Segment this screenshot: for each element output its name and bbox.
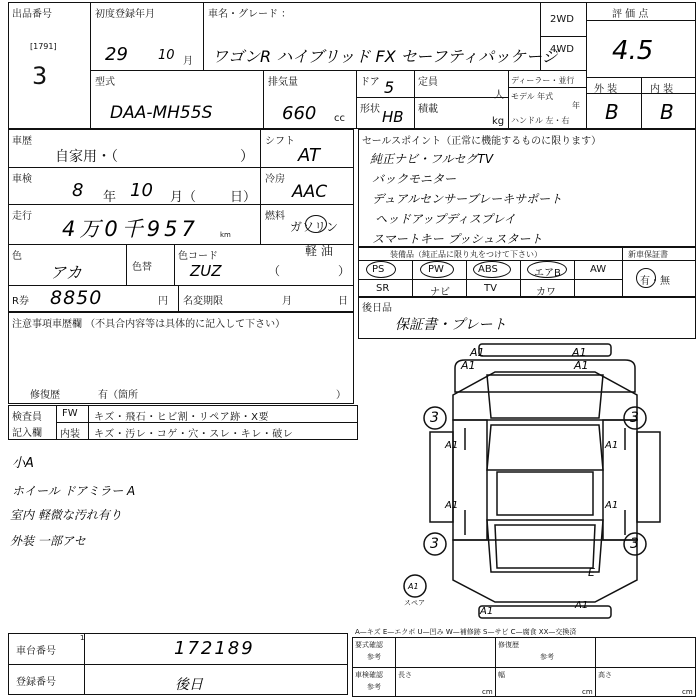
fuel-diesel: 軽 油 <box>305 244 333 258</box>
handwritten-note: 小A <box>12 456 34 471</box>
color-code-value: ZUZ <box>190 262 222 280</box>
length-label: 長さ <box>398 671 412 679</box>
capacity-label: 定員 <box>418 77 438 88</box>
damage-mark: A1 <box>605 500 619 511</box>
drive-2wd: 2WD <box>550 14 574 25</box>
fuel-gasoline: ガソリン <box>290 220 339 234</box>
right-side-outline <box>603 420 637 540</box>
hood-panel <box>487 375 603 418</box>
history-close: ） <box>240 149 254 165</box>
model-value: DAA-MH55S <box>110 103 213 123</box>
month-unit: 月 <box>183 56 193 67</box>
km-unit: km <box>220 231 231 239</box>
interior-items: キズ・汚レ・コゲ・穴・スレ・キレ・破レ <box>94 429 294 440</box>
car-name: ワゴンR ハイブリッド FX セーフティパッケージ <box>212 47 558 66</box>
wheel-mark: 3 <box>430 536 439 552</box>
equip-airbag: エアB <box>534 268 561 279</box>
damage-mark: A1 <box>574 359 589 372</box>
displacement-label: 排気量 <box>268 77 298 88</box>
cm-unit: cm <box>482 688 493 696</box>
name-grade-label: 車名・グレード ： <box>208 9 292 20</box>
damage-mark: A1 <box>461 359 476 372</box>
equip-abs: ABS <box>478 264 498 275</box>
mileage-label: 走行 <box>12 211 32 222</box>
front-grille <box>479 344 611 356</box>
shape-label: 形状 <box>360 104 380 115</box>
ref-label-3: 参考 <box>367 683 381 691</box>
damage-mark: A1 <box>470 346 485 359</box>
equip-ps: PS <box>372 264 385 275</box>
height-label: 高さ <box>598 671 612 679</box>
inspection-label: 車検 <box>12 174 32 185</box>
damage-legend: A—キズ E—エクボ U—凹み W—補修跡 S—サビ C—腐食 XX—交換済 <box>355 628 577 636</box>
recycle-value: 8850 <box>50 287 103 309</box>
windshield-outline <box>487 425 603 470</box>
equip-sr: SR <box>376 283 390 294</box>
doors-label: ドア <box>360 77 380 88</box>
damage-mark: A1 <box>572 346 587 359</box>
entry-label: 記入欄 <box>12 428 42 439</box>
documents-value: 保証書・プレート <box>395 317 507 333</box>
damage-mark: A1 <box>575 600 589 611</box>
front-bumper-outline <box>455 360 635 392</box>
rear-outline <box>453 540 637 602</box>
shape-value: HB <box>382 108 404 126</box>
fuel-selected-circle <box>305 215 327 233</box>
person-unit: 人 <box>494 90 504 101</box>
name-change-month: 月 <box>282 296 292 307</box>
day-char: 日） <box>230 190 257 205</box>
handle-label: ハンドル 左・右 <box>511 116 570 125</box>
dealer-label: ディーラー・並行 <box>511 76 575 85</box>
ac-label: 冷房 <box>265 174 285 185</box>
rating-label: 評 価 点 <box>612 9 649 20</box>
exterior-grade: B <box>605 100 619 124</box>
repair-value: 有（箇所 <box>98 390 138 401</box>
sales-point-item: デュアルセンサーブレーキサポート <box>372 192 563 206</box>
ref-label: 参考 <box>367 653 381 661</box>
color-label: 色 <box>12 251 22 262</box>
drive-4wd: 4WD <box>550 44 574 55</box>
lot-code: [1791] <box>30 42 57 51</box>
month-char: 月（ <box>170 190 197 205</box>
load-label: 積載 <box>418 104 438 115</box>
left-side-outline <box>453 420 487 540</box>
wheel-mark: 3 <box>630 410 639 426</box>
cc-unit: cc <box>334 113 345 124</box>
interior-label: 内 装 <box>650 84 674 95</box>
equipment-label: 装備品（純正品に限り丸をつけて下さい） <box>390 250 542 259</box>
rating-value: 4.5 <box>612 36 654 66</box>
recycle-label: R券 <box>12 296 29 307</box>
fuel-paren-close: ） <box>338 264 351 278</box>
color-code-label: 色コード <box>178 251 218 262</box>
name-change-day: 日 <box>338 296 348 307</box>
repaint-label: 色替 <box>132 262 152 273</box>
lot-label: 出品番号 <box>12 9 52 20</box>
width-label: 幅 <box>498 671 505 679</box>
spare-label: スペア <box>404 599 425 607</box>
equip-leather: カワ <box>536 287 556 298</box>
year-char: 年 <box>103 190 117 205</box>
roof-outline <box>497 472 593 515</box>
inspector-label: 検査員 <box>12 412 42 423</box>
damage-mark: E <box>588 566 595 579</box>
damage-mark: A1 <box>605 440 619 451</box>
warranty-yes-circle <box>636 268 656 288</box>
damage-mark: A1 <box>445 440 459 451</box>
right-mirror-door <box>637 432 660 522</box>
interior-grade: B <box>660 100 674 124</box>
ref-label-2: 参考 <box>540 653 554 661</box>
cm-unit: cm <box>682 688 693 696</box>
sales-point-item: ヘッドアップディスプレイ <box>375 212 516 226</box>
reg-month: 10 <box>158 48 175 63</box>
sales-point-item: 純正ナビ・フルセグTV <box>370 152 494 166</box>
repair-close: ） <box>336 390 346 401</box>
car-number-label: 車台番号 <box>16 646 56 657</box>
equip-pw: PW <box>428 264 444 275</box>
car-number-value: 172189 <box>174 638 255 659</box>
car-number-superscript: 1 <box>80 634 85 642</box>
inspection-month: 10 <box>130 180 153 201</box>
new-car-warranty-label: 新車保証書 <box>628 250 668 259</box>
handwritten-note: 室内 軽微な汚れ有り <box>10 508 122 522</box>
interior-tag: 内装 <box>60 429 80 440</box>
doors-value: 5 <box>384 78 395 97</box>
model-year-label: モデル 年式 <box>511 92 554 101</box>
ac-value: AAC <box>292 182 328 202</box>
hood-outline <box>453 372 637 420</box>
mileage-value: 4万0千957 <box>62 217 199 241</box>
sales-points-label: セールスポイント（正常に機能するものに限ります） <box>362 136 602 147</box>
damage-mark: A1 <box>408 582 419 591</box>
fuel-paren-open: （ <box>268 264 281 278</box>
exterior-label: 外 装 <box>594 84 618 95</box>
lot-number: 3 <box>32 62 48 90</box>
history-label: 車歴 <box>12 136 32 147</box>
first-reg-label: 初度登録年月 <box>95 9 155 20</box>
cm-unit: cm <box>582 688 593 696</box>
year-unit: 年 <box>572 101 580 110</box>
fuel-label: 燃料 <box>265 211 285 222</box>
car-damage-diagram <box>395 340 695 625</box>
legend-repair: 修復歴 <box>498 641 519 649</box>
fw-items: キズ・飛石・ヒビ割・リペア跡・X要 <box>94 412 269 423</box>
sales-point-item: スマートキー プッシュスタート <box>372 232 543 246</box>
displacement-value: 660 <box>282 103 317 124</box>
yen-unit: 円 <box>158 296 168 307</box>
repair-label: 修復歴 <box>30 390 60 401</box>
damage-mark: A1 <box>445 500 459 511</box>
box1-title: 要式確認 <box>355 641 383 649</box>
wheel-mark: 3 <box>630 536 639 552</box>
model-label: 型式 <box>95 77 115 88</box>
name-change-label: 名変期限 <box>183 296 223 307</box>
reg-year: 29 <box>105 44 128 65</box>
damage-mark: A1 <box>480 606 494 617</box>
history-value: 自家用・（ <box>55 149 118 165</box>
rear-panel <box>479 606 611 618</box>
warranty-options: 有・無 <box>640 276 670 287</box>
rear-window <box>495 525 595 568</box>
kg-unit: kg <box>492 116 505 127</box>
documents-label: 後日品 <box>362 303 392 314</box>
equip-aw: AW <box>590 264 607 275</box>
handwritten-note: ホイール ドアミラー A <box>12 484 136 498</box>
rear-glass-outline <box>487 520 603 572</box>
handwritten-note: 外装 一部アセ <box>10 534 86 548</box>
color-value: アカ <box>50 263 82 282</box>
sales-point-item: バックモニター <box>372 172 457 186</box>
shift-value: AT <box>298 145 320 166</box>
equip-tv: TV <box>484 283 497 294</box>
fw-tag: FW <box>62 408 78 419</box>
registration-value: 後日 <box>175 677 203 693</box>
inspection-year: 8 <box>72 180 84 201</box>
registration-label: 登録番号 <box>16 677 56 688</box>
wheel-mark: 3 <box>430 410 439 426</box>
notes-label: 注意事項車歴欄 （不具合内容等は具体的に記入して下さい） <box>12 319 286 330</box>
shift-label: シフト <box>265 136 295 147</box>
equip-navi: ナビ <box>430 287 450 298</box>
box2-title: 車検確認 <box>355 671 383 679</box>
